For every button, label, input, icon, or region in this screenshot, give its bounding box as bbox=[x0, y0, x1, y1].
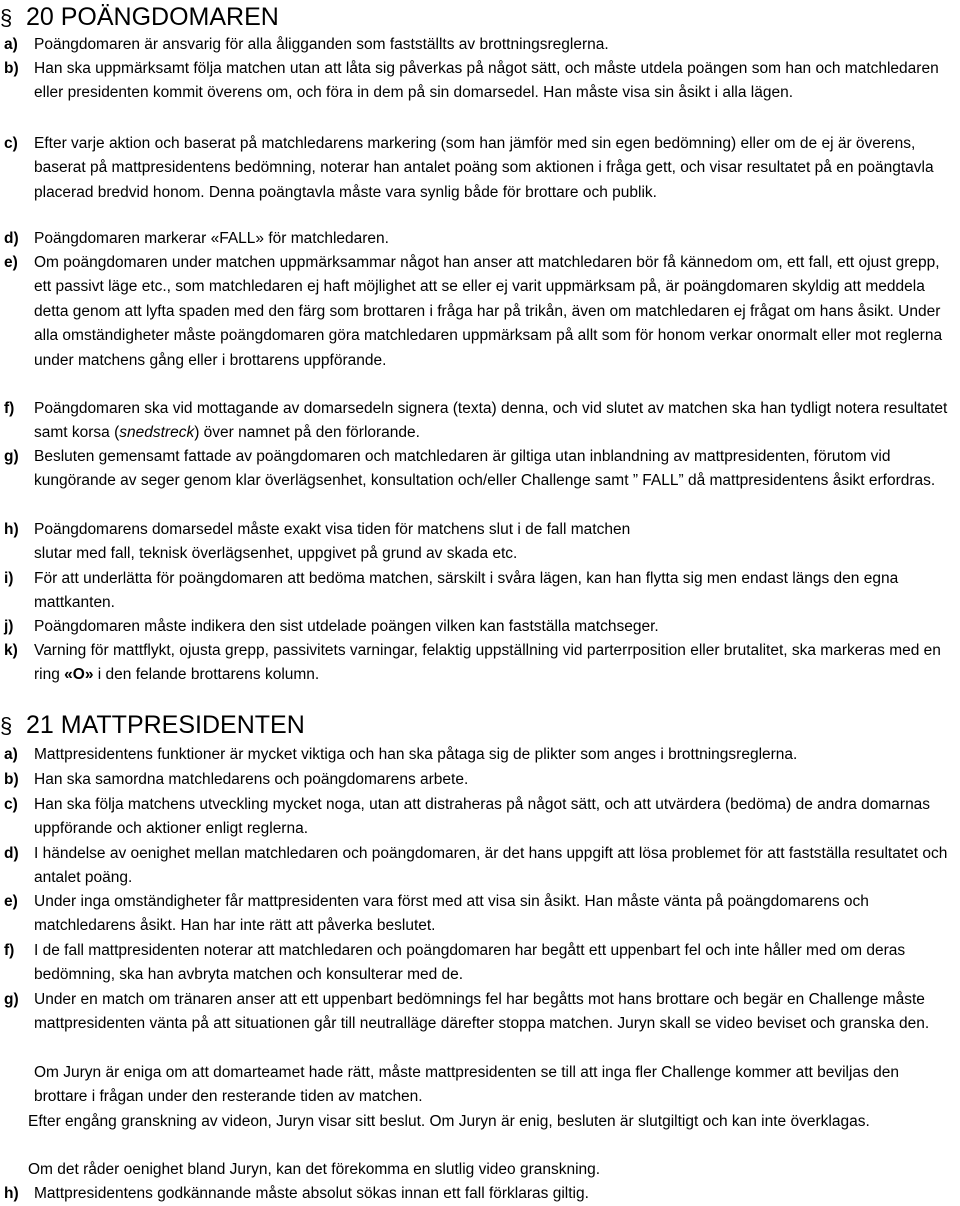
paragraph: Om det råder oenighet bland Juryn, kan det förekomma en slutlig video granskning. bbox=[28, 1161, 601, 1178]
list-item: i) För att underlätta för poängdomaren att bedöma matchen, särskilt i svåra lägen, kan han flytta sig men endast längs den egna mattkanten. bbox=[4, 570, 899, 612]
section-20-heading bbox=[0, 2, 279, 33]
section-symbol: § bbox=[0, 713, 13, 738]
list-item: c) Efter varje aktion och baserat på matchledarens markering (som han jämför med sin egen bedömning) eller om de ej är överens, baserat på mattpresidentens bedömning, noterar han antalet poäng som aktionen i fråga gett, och visar resultatet på en poängtavla placerad bredvid honom. Denna poängtavla måste vara synlig både för brottare och publik. bbox=[4, 135, 934, 201]
list-item: h) Mattpresidentens godkännande måste absolut sökas innan ett fall förklaras giltig. bbox=[4, 1185, 589, 1202]
list-item: f) I de fall mattpresidenten noterar att matchledaren och poängdomaren har begått ett uppenbart fel och inte håller med om deras bedömning, ska han avbryta matchen och konsulterar med de. bbox=[4, 942, 906, 984]
list-item: j) Poängdomaren måste indikera den sist utdelade poängen vilken kan fastställa matchseger. bbox=[4, 618, 659, 635]
section-title: 21 MATTPRESIDENTEN bbox=[26, 711, 305, 739]
section-title: 20 POÄNGDOMAREN bbox=[26, 3, 279, 31]
list-item: c) Han ska följa matchens utveckling mycket noga, utan att distraheras på något sätt, och att utvärdera (bedöma) de andra domarnas uppförande och aktioner enligt reglerna. bbox=[4, 796, 931, 838]
list-item: e) Om poängdomaren under matchen uppmärksammar något han anser att matchledaren bör få kännedom om, ett fall, ett ojust grepp, ett passivt läge etc., som matchledaren ej haft möjlighet att se eller ej varit uppmärksam på, är poängdomaren skyldig att meddela detta genom att lyfta spaden med den färg som brottaren i fråga har på trikån, även om matchledaren ej frågat om hans åsikt. Under alla omständigheter måste poängdomaren göra matchledaren uppmärksam på allt som för honom verkar onormalt eller mot reglerna under matchens gång eller i brottarens uppförande. bbox=[4, 254, 943, 369]
list-item: g) Under en match om tränaren anser att ett uppenbart bedömnings fel har begåtts mot hans brottare och begär en Challenge måste mattpresidenten vänta på att situationen går till neutralläge därefter stoppa matchen. Juryn skall se video beviset och granska den. bbox=[4, 991, 930, 1033]
list-item: b) Han ska samordna matchledarens och poängdomarens arbete. bbox=[4, 771, 469, 788]
list-item: g) Besluten gemensamt fattade av poängdomaren och matchledaren är giltiga utan inblandning av mattpresidenten, förutom vid kungörande av seger genom klar överlägsenhet, konsultation och/eller Challenge samt ” FALL” då mattpresidentens åsikt erfordras. bbox=[4, 448, 936, 490]
list-item: d) Poängdomaren markerar «FALL» för matchledaren. bbox=[4, 230, 389, 247]
paragraph: Efter engång granskning av videon, Juryn visar sitt beslut. Om Juryn är enig, besluten är slutgiltigt och kan inte överklagas. bbox=[28, 1113, 870, 1130]
list-item: b) Han ska uppmärksamt följa matchen utan att låta sig påverkas på något sätt, och måste utdela poängen som han och matchledaren eller presidenten kommit överens om, och föra in dem på sin domarsedel. Han måste visa sin åsikt i alla lägen. bbox=[4, 60, 939, 102]
section-symbol: § bbox=[0, 5, 13, 30]
list-item: h) Poängdomarens domarsedel måste exakt visa tiden för matchens slut i de fall matchen slutar med fall, teknisk överlägsenhet, uppgivet på grund av skada etc. bbox=[4, 521, 631, 563]
list-item: k) Varning för mattflykt, ojusta grepp, passivitets varningar, felaktig uppställning vid parterrposition eller brutalitet, ska markeras med en ring «O» i den felande brottarens kolumn. bbox=[4, 642, 941, 684]
list-item: a) Mattpresidentens funktioner är mycket viktiga och han ska påtaga sig de plikter som anges i brottningsreglerna. bbox=[4, 746, 798, 763]
list-item: e) Under inga omständigheter får mattpresidenten vara först med att visa sin åsikt. Han måste vänta på poängdomarens och matchledarens åsikt. Han har inte rätt att påverka beslutet. bbox=[4, 893, 869, 935]
list-item: d) I händelse av oenighet mellan matchledaren och poängdomaren, är det hans uppgift att lösa problemet för att fastställa resultatet och antalet poäng. bbox=[4, 845, 948, 887]
list-item: a) Poängdomaren är ansvarig för alla åligganden som fastställts av brottningsreglerna. bbox=[4, 36, 609, 53]
list-item: f) Poängdomaren ska vid mottagande av domarsedeln signera (texta) denna, och vid slutet av matchen ska han tydligt notera resultatet samt korsa (snedstreck) över namnet på den förlorande. bbox=[4, 400, 948, 442]
paragraph: Om Juryn är eniga om att domarteamet hade rätt, måste mattpresidenten se till att inga fler Challenge kommer att beviljas den brottare i frågan under den resterande tiden av matchen. bbox=[34, 1064, 899, 1106]
section-21-heading bbox=[0, 710, 305, 741]
